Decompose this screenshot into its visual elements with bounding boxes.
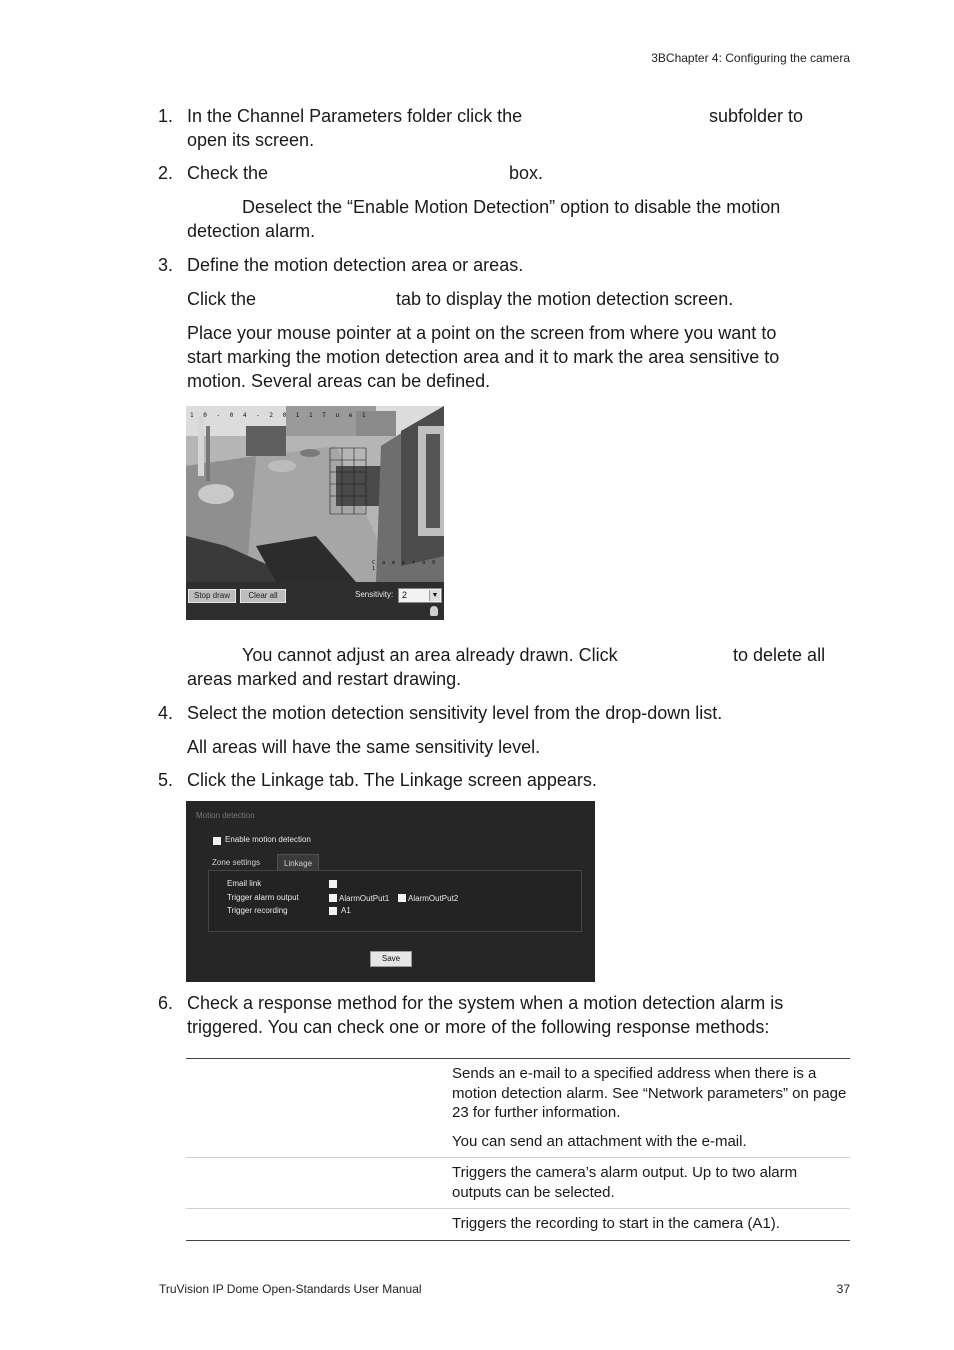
email-link-checkbox[interactable] [329, 880, 337, 888]
linkage-screenshot [186, 801, 595, 982]
step-number: 3. [158, 255, 174, 275]
table-row [186, 1208, 850, 1240]
running-header: 3BChapter 4: Configuring the camera [651, 51, 850, 65]
step-5-text: Click the Linkage tab. The Linkage screen appears. [187, 770, 597, 790]
email-description: Sends an e-mail to a specified address when there is a motion detection alarm. See “Network parameters” on page 23 for further information. [452, 1065, 847, 1121]
sensitivity-value: 2 [402, 590, 408, 600]
alarm-output-1-label: AlarmOutPut1 [339, 894, 390, 903]
step-number: 5. [158, 770, 174, 790]
sensitivity-label: Sensitivity: [355, 590, 394, 599]
trigger-alarm-label: Trigger alarm output [227, 893, 299, 902]
enable-motion-checkbox[interactable] [213, 837, 221, 845]
alarm-output-2-checkbox[interactable] [398, 894, 406, 902]
note-cannot-adjust-c: areas marked and restart drawing. [187, 669, 462, 689]
tab-zone-settings[interactable]: Zone settings [212, 858, 261, 867]
email-attachment-note: You can send an attachment with the e-mail. [452, 1132, 747, 1150]
place-pointer-2: start marking the motion detection area and it to mark the area sensitive to [187, 347, 780, 367]
stop-draw-button[interactable]: Stop draw [188, 589, 236, 603]
table-cell-description [444, 1059, 850, 1157]
step-1-text-b: subfolder to [709, 106, 804, 126]
click-tab-b: tab to display the motion detection screen. [396, 289, 734, 309]
page-number: 37 [836, 1282, 850, 1296]
trigger-recording-label: Trigger recording [227, 906, 288, 915]
step-6-text-a: Check a response method for the system when a motion detection alarm is [187, 993, 784, 1013]
click-tab-a: Click the [187, 289, 257, 309]
chevron-down-icon: ▼ [429, 590, 440, 601]
step-2-text-b: box. [509, 163, 544, 183]
table-cell-description [444, 1158, 850, 1208]
note-cannot-adjust-a: You cannot adjust an area already drawn. Click [242, 645, 618, 665]
step-number: 4. [158, 703, 174, 723]
table-cell-method [186, 1158, 444, 1208]
camera-name: C a m e r a 0 1 [372, 560, 438, 572]
motion-detection-screenshot [186, 406, 444, 620]
note-cannot-adjust-b: to delete all [733, 645, 826, 665]
alarm-output-description: Triggers the camera’s alarm output. Up to two alarm outputs can be selected. [452, 1164, 798, 1201]
table-cell-method [186, 1059, 444, 1157]
same-sensitivity-text: All areas will have the same sensitivity level. [187, 737, 541, 757]
step-number: 1. [158, 106, 174, 126]
table-cell-description [444, 1209, 850, 1240]
alarm-output-2-label: AlarmOutPut2 [408, 894, 459, 903]
recording-a1-checkbox[interactable] [329, 907, 337, 915]
linkage-title: Motion detection [196, 811, 255, 820]
note-deselect-a: Deselect the “Enable Motion Detection” option to disable the motion [242, 197, 781, 217]
clear-all-button[interactable]: Clear all [240, 589, 286, 603]
step-6-text-b: triggered. You can check one or more of the following response methods: [187, 1017, 770, 1037]
response-methods-table [186, 1058, 850, 1241]
step-1-text-c: open its screen. [187, 130, 315, 150]
enable-motion-label: Enable motion detection [225, 835, 311, 844]
place-pointer-3: motion. Several areas can be defined. [187, 371, 491, 391]
table-row [186, 1157, 850, 1208]
recording-a1-label: A1 [341, 906, 351, 915]
email-link-label: Email link [227, 879, 262, 888]
camera-view [186, 406, 444, 582]
table-row [186, 1059, 850, 1157]
footer-manual-title: TruVision IP Dome Open-Standards User Manual [159, 1282, 422, 1296]
tab-linkage[interactable]: Linkage [277, 854, 319, 871]
camera-scene [186, 406, 444, 582]
place-pointer-1: Place your mouse pointer at a point on the screen from where you want to [187, 323, 777, 343]
save-button[interactable]: Save [370, 951, 412, 967]
sensitivity-select[interactable] [398, 588, 442, 603]
bulb-icon[interactable] [430, 606, 438, 616]
table-cell-method [186, 1209, 444, 1240]
step-4-text: Select the motion detection sensitivity level from the drop-down list. [187, 703, 723, 723]
camera-timestamp: 1 0 - 0 4 - 2 0 1 1 T u e 1 [190, 412, 369, 419]
step-2-text-a: Check the [187, 163, 269, 183]
note-deselect-b: detection alarm. [187, 221, 316, 241]
step-number: 6. [158, 993, 174, 1013]
alarm-output-1-checkbox[interactable] [329, 894, 337, 902]
step-3-text: Define the motion detection area or areas. [187, 255, 524, 275]
step-number: 2. [158, 163, 174, 183]
recording-description: Triggers the recording to start in the camera (A1). [452, 1215, 780, 1232]
step-1-text-a: In the Channel Parameters folder click the [187, 106, 523, 126]
